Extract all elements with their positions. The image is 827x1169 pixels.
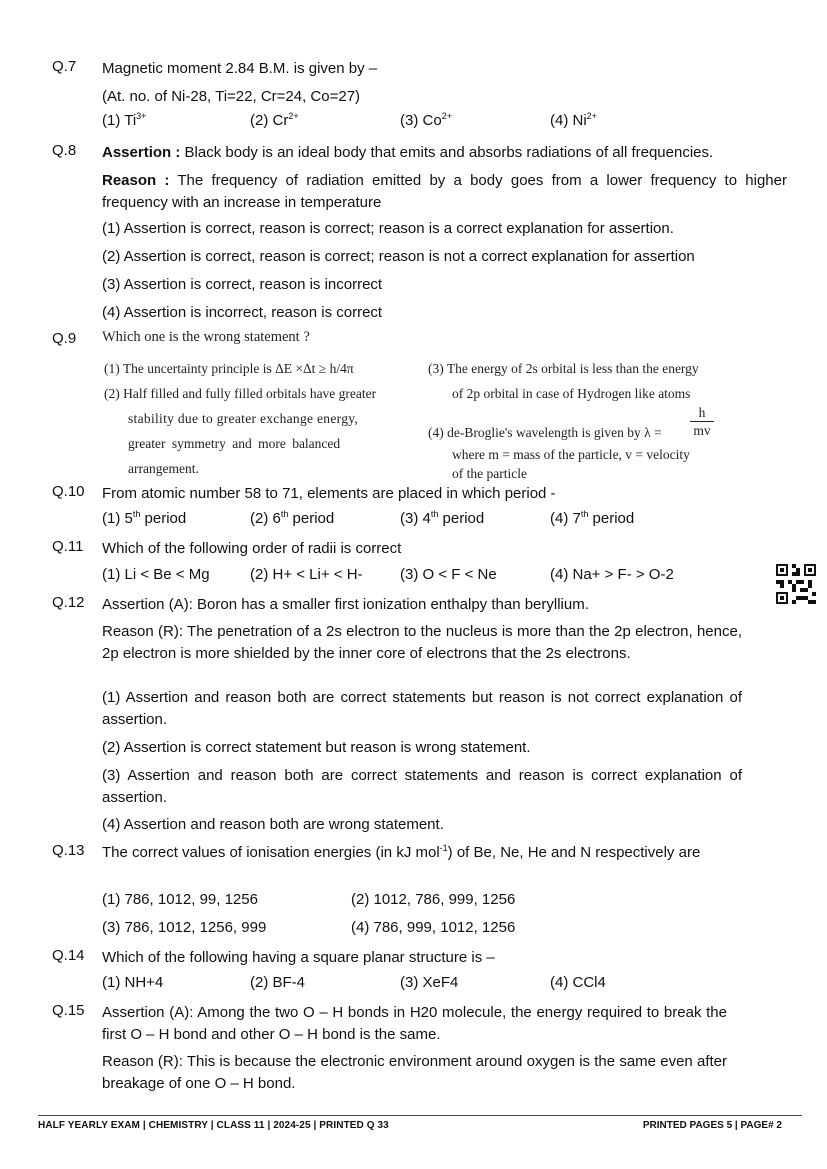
q11-option-3: (3) O < F < Ne (400, 566, 497, 583)
footer-divider (38, 1115, 802, 1116)
q13-number: Q.13 (52, 842, 85, 859)
q9-option-1: (1) The uncertainty principle is ΔE ×Δt ≥ h/4π (104, 361, 354, 376)
q14-option-3: (3) XeF4 (400, 974, 459, 991)
q14-option-2: (2) BF-4 (250, 974, 306, 991)
q12-option-2: (2) Assertion is correct statement but reason is wrong statement. (102, 739, 531, 756)
q13-options-row1 (102, 891, 702, 913)
q7-options (102, 112, 702, 134)
q9-option-2: (2) Half filled and fully filled orbitals have greater (104, 386, 377, 401)
q12-number: Q.12 (52, 594, 85, 611)
q8-option-2: (2) Assertion is correct, reason is correct; reason is not a correct explanation for assertion (102, 248, 695, 265)
q7-option-1: (1) $Ti^{3+}$ (102, 111, 147, 129)
q8-option-3: (3) Assertion is correct, reason is incorrect (102, 276, 383, 293)
q10-option-3: (3) 4th period (400, 509, 485, 527)
q10-option-1: (1) 5th period (102, 509, 187, 527)
q11-options (102, 566, 722, 588)
footer-page-info: PRINTED PAGES 5 | PAGE# 2 (642, 1120, 782, 1131)
q13-question: The correct values of ionisation energies (in kJ mol$^{-1}$) of Be, Ne, He and N respectively are (102, 843, 701, 861)
q10-number: Q.10 (52, 483, 85, 500)
q10-question: From atomic number 58 to 71, elements are placed in which period - (102, 485, 556, 502)
q14-number: Q.14 (52, 947, 85, 964)
q7-option-2: (2) $Cr^{2+}$ (250, 111, 299, 129)
q7-question: Magnetic moment 2.84 B.M. is given by – (102, 60, 378, 77)
q8-option-4: (4) Assertion is incorrect, reason is correct (102, 304, 383, 321)
q10-option-2: (2) 6th period (250, 509, 335, 527)
q10-options (102, 510, 702, 532)
q15-reason: Reason (R): This is because the electronic environment around oxygen is the same even after breakage of one O – H bond. (102, 1053, 727, 1092)
q8-assertion: Assertion : Black body is an ideal body that emits and absorbs radiations of all frequencies. (102, 144, 714, 161)
q11-option-4: (4) Na+ > F- > O-2 (550, 566, 674, 583)
q15-number: Q.15 (52, 1002, 85, 1019)
q10-option-4: (4) 7th period (550, 509, 635, 527)
q15-assertion: Assertion (A): Among the two O – H bonds in H20 molecule, the energy required to break the first O – H bond and other O – H bond is the same. (102, 1004, 727, 1043)
q13-options-row2 (102, 919, 702, 941)
q7-number: Q.7 (52, 58, 77, 75)
q12-reason: Reason (R): The penetration of a 2s electron to the nucleus is more than the 2p electron, hence, 2p electron is more shielded by the inner core of electrons that the 2s electrons. (102, 623, 742, 662)
q7-note: (At. no. of Ni-28, Ti=22, Cr=24, Co=27) (102, 88, 361, 105)
q8-reason: Reason : The frequency of radiation emitted by a body goes from a lower frequency to higher frequency with an increase in temperature (102, 172, 787, 211)
q14-option-1: (1) NH+4 (102, 974, 164, 991)
q9-question: Which one is the wrong statement ? (102, 329, 310, 345)
q9-option-4: (4) de-Broglie's wavelength is given by λ = h mv (428, 410, 738, 448)
q9-option-3: (3) The energy of 2s orbital is less than the energy (428, 361, 699, 376)
footer-exam-info: HALF YEARLY EXAM | CHEMISTRY | CLASS 11 | 2024-25 | PRINTED Q 33 (38, 1120, 389, 1131)
q12-option-3: (3) Assertion and reason both are correct statements and reason is correct explanation of assertion. (102, 767, 742, 806)
q9-number: Q.9 (52, 330, 77, 347)
q7-option-3: (3) $Co^{2+}$ (400, 111, 452, 129)
q9-left-options: (1) The uncertainty principle is ΔE ×Δt ≥ h/4π (2) Half filled and fully filled orbitals have greater stability due to greater exchange energy, greater symmetry and more balanced arrangement. (104, 356, 414, 481)
q14-options (102, 974, 702, 996)
q9-right-options: (3) The energy of 2s orbital is less than the energy of 2p orbital in case of Hydrogen like atoms (4) de-Broglie's wavelength is given by λ = h mv where m = mass of the particle, v = velocity of the particle (428, 356, 738, 486)
q11-question: Which of the following order of radii is correct (102, 540, 402, 557)
q11-number: Q.11 (52, 538, 84, 555)
q9-fraction: h mv (690, 404, 714, 439)
q14-option-4: (4) CCl4 (550, 974, 606, 991)
q12-option-1: (1) Assertion and reason both are correct statements but reason is not correct explanation of assertion. (102, 689, 742, 728)
q8-number: Q.8 (52, 142, 77, 159)
q11-option-2: (2) H+ < Li+ < H- (250, 566, 363, 583)
q13-option-1: (1) 786, 1012, 99, 1256 (102, 891, 258, 908)
q13-option-2: (2) 1012, 786, 999, 1256 (351, 891, 516, 908)
q12-assertion: Assertion (A): Boron has a smaller first ionization enthalpy than beryllium. (102, 596, 589, 613)
q14-question: Which of the following having a square planar structure is – (102, 949, 495, 966)
q13-option-3: (3) 786, 1012, 1256, 999 (102, 919, 267, 936)
q12-option-4: (4) Assertion and reason both are wrong statement. (102, 816, 444, 833)
q7-option-4: (4) $Ni^{2+}$ (550, 111, 597, 129)
q13-option-4: (4) 786, 999, 1012, 1256 (351, 919, 516, 936)
q11-option-1: (1) Li < Be < Mg (102, 566, 210, 583)
q8-option-1: (1) Assertion is correct, reason is correct; reason is a correct explanation for assertion. (102, 220, 674, 237)
